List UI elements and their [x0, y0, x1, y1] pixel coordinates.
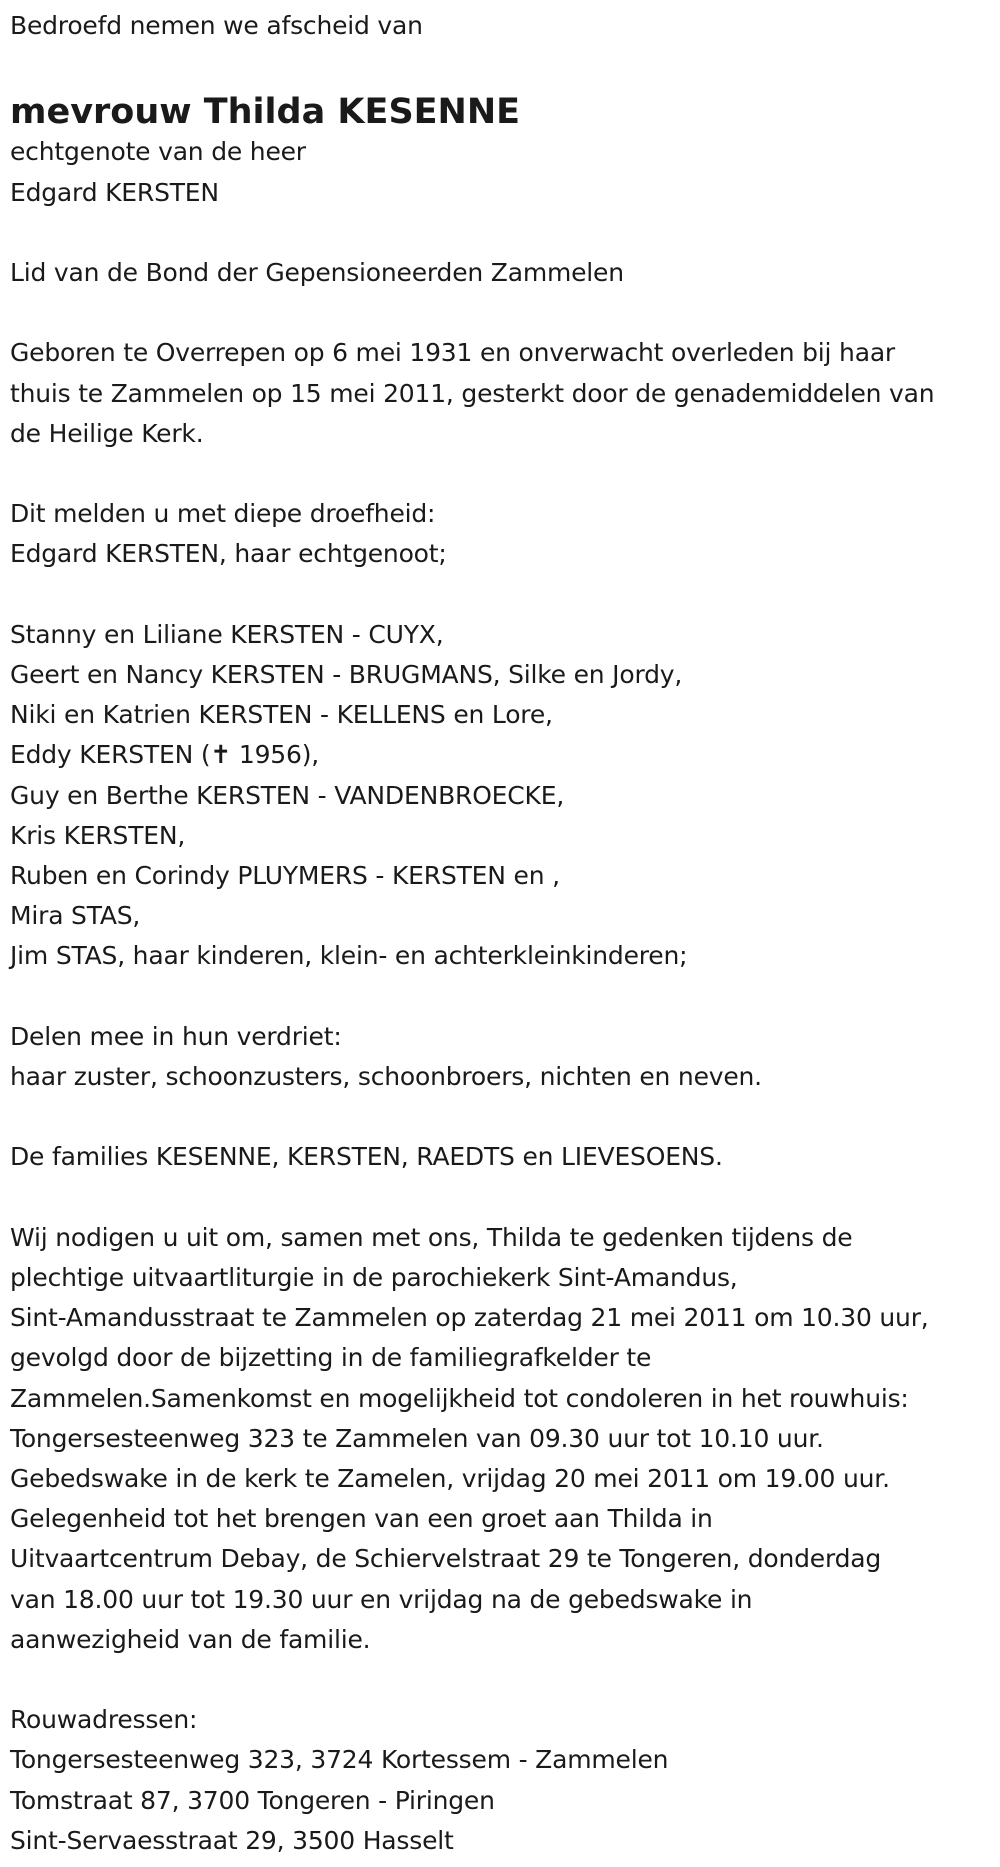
spacer: [10, 46, 995, 86]
paragraph-line: Geboren te Overrepen op 6 mei 1931 en onverwacht overleden bij haar: [10, 338, 896, 368]
list-item: Ruben en Corindy PLUYMERS - KERSTEN en ,: [10, 860, 560, 890]
membership-text: Lid van de Bond der Gepensioneerden Zammelen: [10, 257, 624, 287]
birth-death-paragraph: [10, 333, 995, 454]
spacer: [10, 977, 995, 1017]
spacer: [10, 293, 995, 333]
obituary-notice: [10, 6, 995, 1861]
list-item: Geert en Nancy KERSTEN - BRUGMANS, Silke en Jordy,: [10, 659, 683, 689]
paragraph-line: van 18.00 uur tot 19.30 uur en vrijdag na de gebedswake in: [10, 1584, 753, 1614]
spacer: [10, 1660, 995, 1700]
ceremony-paragraph: [10, 1218, 995, 1660]
addresses-label: Rouwadressen:: [10, 1705, 198, 1735]
spacer: [10, 213, 995, 253]
paragraph-line: haar zuster, schoonzusters, schoonbroers, nichten en neven.: [10, 1061, 762, 1091]
paragraph-line: aanwezigheid van de familie.: [10, 1624, 371, 1654]
address-line: Tongersesteenweg 323, 3724 Kortessem - Zammelen: [10, 1745, 669, 1775]
children-list: [10, 615, 995, 977]
paragraph-line: de Heilige Kerk.: [10, 418, 204, 448]
spacer: [10, 454, 995, 494]
paragraph-line: gevolgd door de bijzetting in de familiegrafkelder te: [10, 1343, 652, 1373]
spacer: [10, 1097, 995, 1137]
sharing-paragraph: [10, 1017, 995, 1097]
address-line: Sint-Servaesstraat 29, 3500 Hasselt: [10, 1825, 454, 1855]
list-item: Mira STAS,: [10, 901, 141, 931]
addresses-section: [10, 1700, 995, 1861]
families-text: De families KESENNE, KERSTEN, RAEDTS en LIEVESOENS.: [10, 1142, 723, 1172]
deceased-name: mevrouw Thilda KESENNE: [10, 92, 521, 133]
paragraph-line: plechtige uitvaartliturgie in de parochiekerk Sint-Amandus,: [10, 1262, 738, 1292]
paragraph-line: Zammelen.Samenkomst en mogelijkheid tot condoleren in het rouwhuis:: [10, 1383, 909, 1413]
spouse-name: Edgard KERSTEN: [10, 177, 219, 207]
list-item: Stanny en Liliane KERSTEN - CUYX,: [10, 619, 444, 649]
intro-text: Bedroefd nemen we afscheid van: [10, 11, 423, 40]
paragraph-line: Dit melden u met diepe droefheid:: [10, 499, 436, 529]
paragraph-line: Wij nodigen u uit om, samen met ons, Thilda te gedenken tijdens de: [10, 1222, 853, 1252]
list-item: Kris KERSTEN,: [10, 820, 186, 850]
spacer: [10, 1178, 995, 1218]
paragraph-line: Uitvaartcentrum Debay, de Schiervelstraat 29 te Tongeren, donderdag: [10, 1544, 882, 1574]
spouse-line: echtgenote van de heer: [10, 137, 306, 167]
list-item: Eddy KERSTEN (✝ 1956),: [10, 740, 319, 770]
paragraph-line: Gelegenheid tot het brengen van een groet aan Thilda in: [10, 1504, 713, 1534]
announcers-paragraph: [10, 494, 995, 574]
paragraph-line: Tongersesteenweg 323 te Zammelen van 09.30 uur tot 10.10 uur.: [10, 1423, 824, 1453]
paragraph-line: Delen mee in hun verdriet:: [10, 1021, 342, 1051]
paragraph-line: Gebedswake in de kerk te Zamelen, vrijdag 20 mei 2011 om 19.00 uur.: [10, 1463, 890, 1493]
paragraph-line: thuis te Zammelen op 15 mei 2011, gesterkt door de genademiddelen van: [10, 378, 935, 408]
list-item: Guy en Berthe KERSTEN - VANDENBROECKE,: [10, 780, 565, 810]
paragraph-line: Sint-Amandusstraat te Zammelen op zaterdag 21 mei 2011 om 10.30 uur,: [10, 1303, 929, 1333]
spacer: [10, 575, 995, 615]
paragraph-line: Edgard KERSTEN, haar echtgenoot;: [10, 539, 447, 569]
list-item: Jim STAS, haar kinderen, klein- en achterkleinkinderen;: [10, 941, 688, 971]
list-item: Niki en Katrien KERSTEN - KELLENS en Lore,: [10, 700, 553, 730]
address-line: Tomstraat 87, 3700 Tongeren - Piringen: [10, 1785, 495, 1815]
